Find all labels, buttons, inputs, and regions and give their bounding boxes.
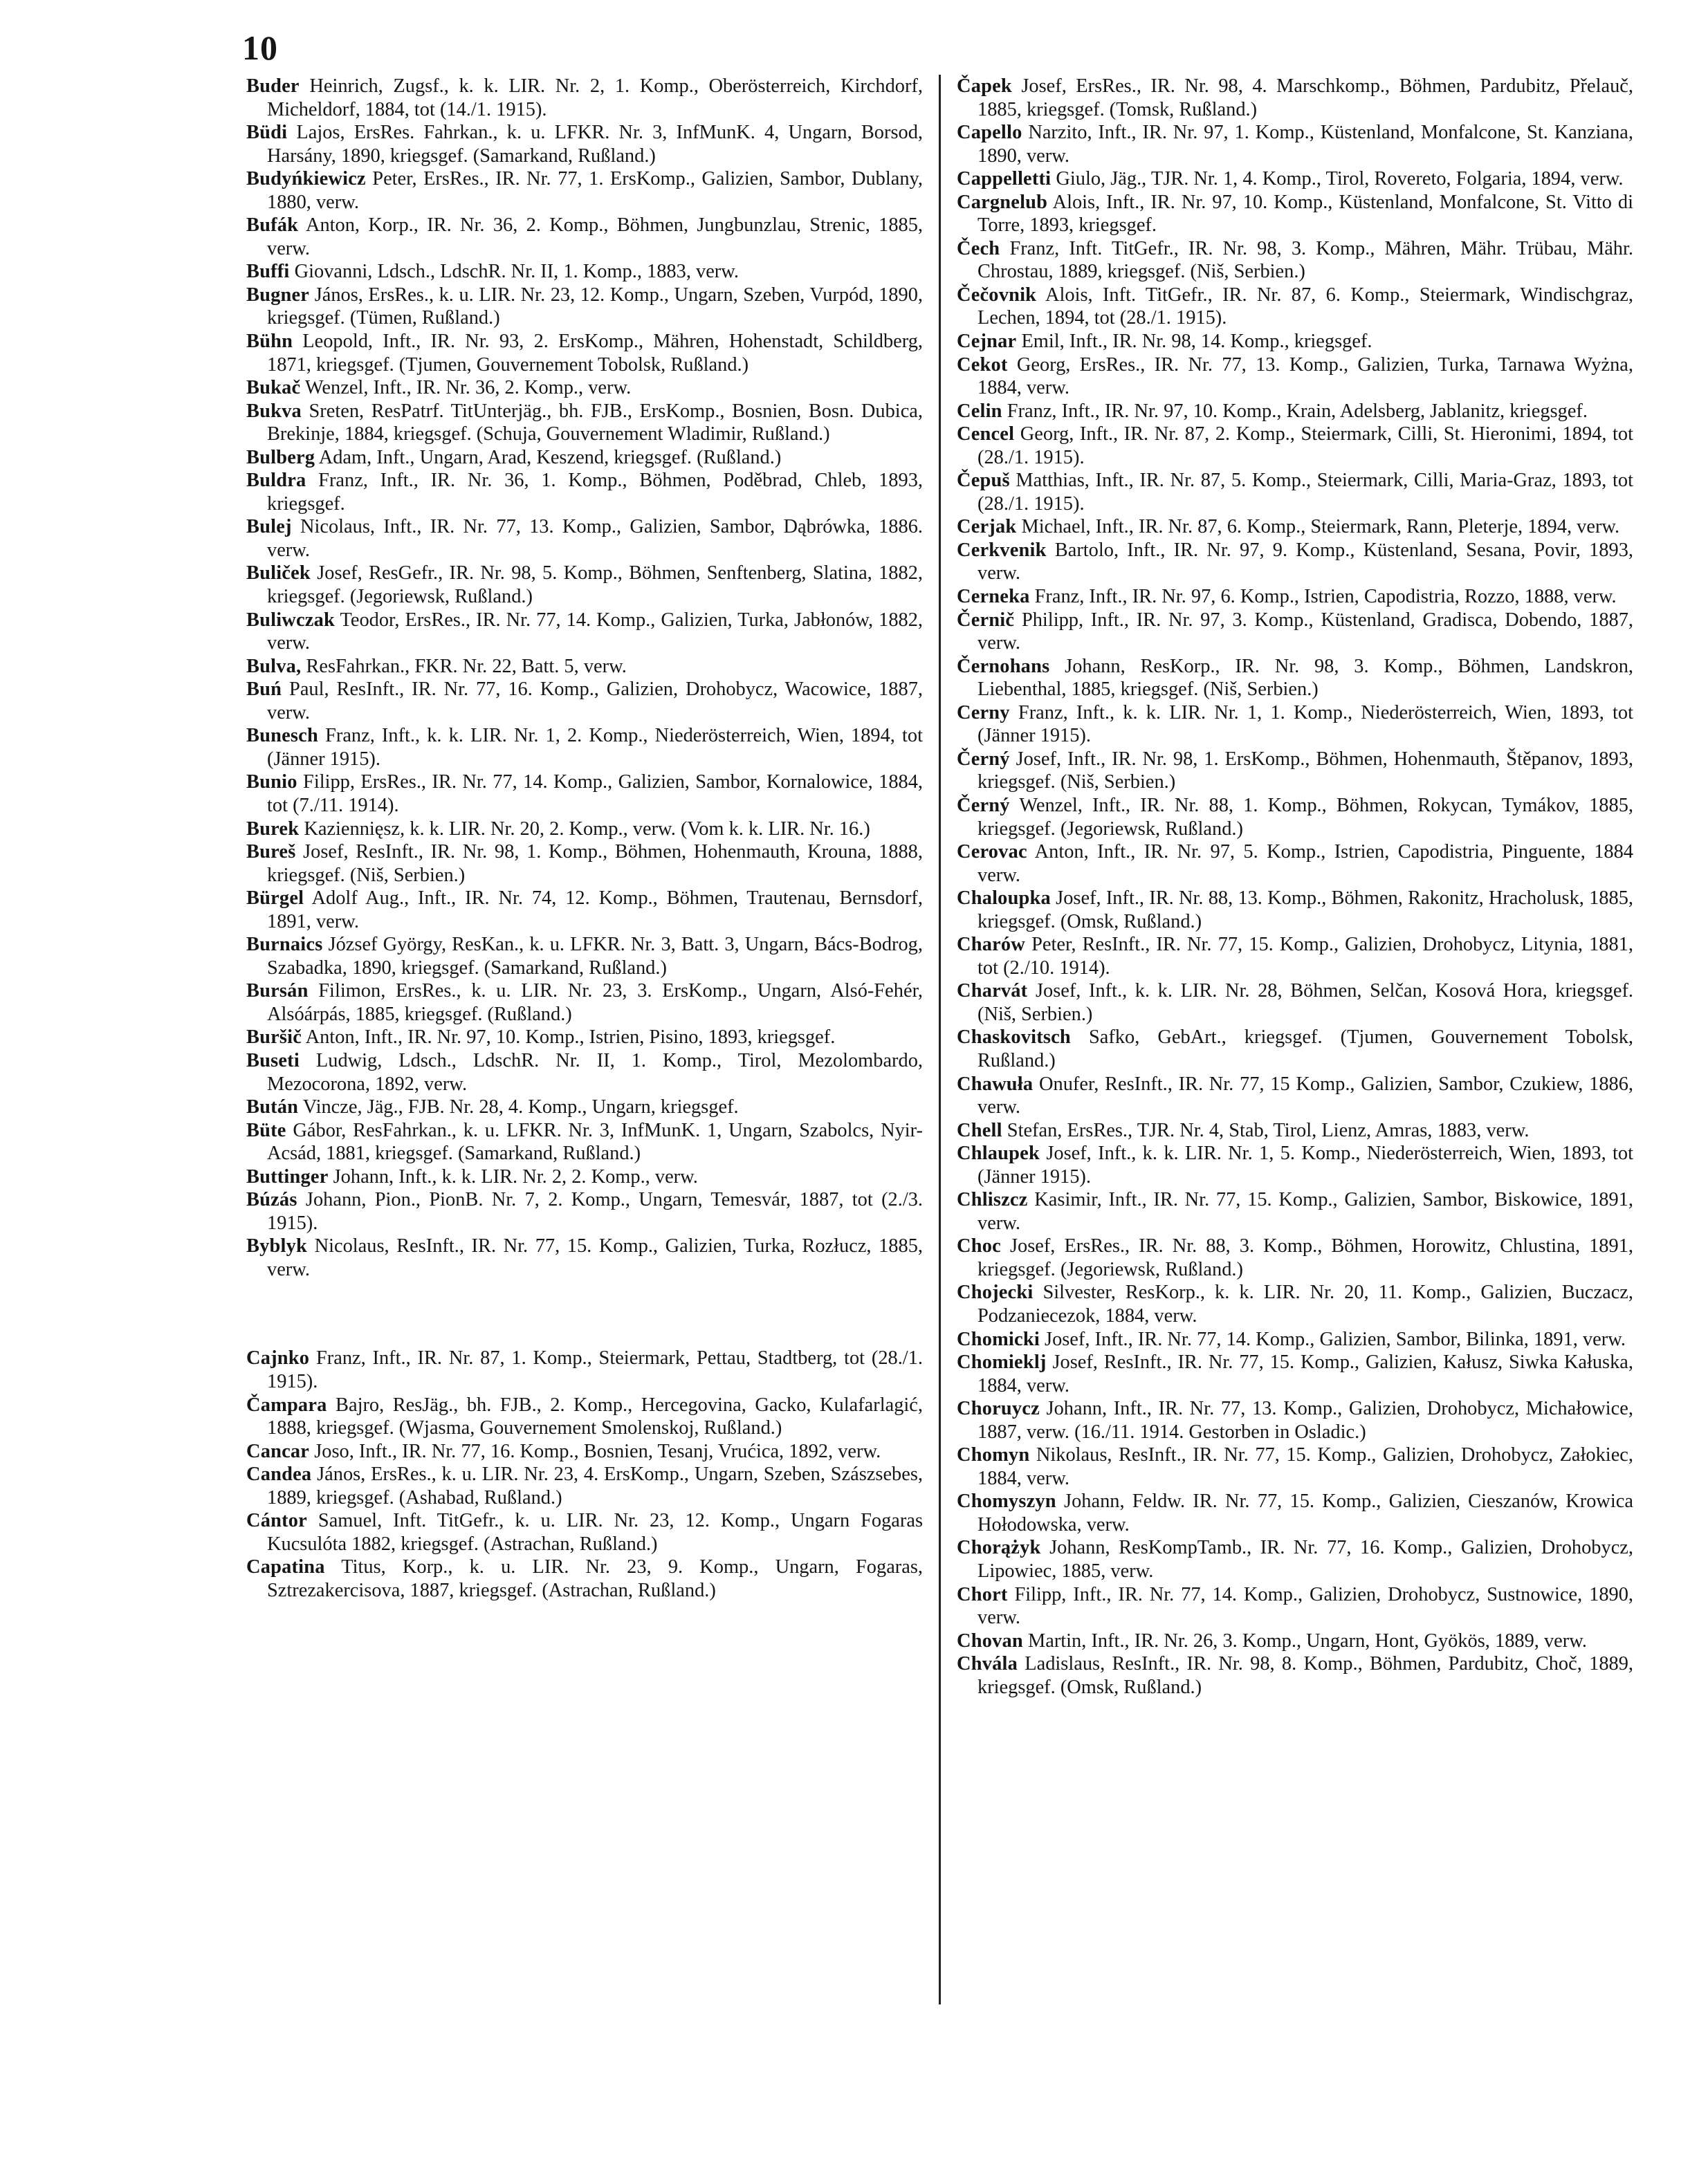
list-entry [957, 887, 1633, 933]
list-entry [246, 400, 923, 446]
entry-surname: Černý [957, 794, 1010, 816]
list-entry [957, 1119, 1633, 1143]
list-entry [957, 1536, 1633, 1583]
entry-surname: Bunio [246, 771, 297, 793]
entry-details: Ludwig, Ldsch., LdschR. Nr. II, 1. Komp., Tirol, Mezolombardo, Mezocorona, 1892, verw. [267, 1049, 923, 1095]
entry-surname: Čapek [957, 75, 1012, 97]
list-entry [246, 121, 923, 167]
list-entry [957, 701, 1633, 748]
list-entry [957, 1630, 1633, 1653]
entry-surname: Choc [957, 1235, 1001, 1257]
page-number: 10 [242, 28, 278, 67]
entry-details: József György, ResKan., k. u. LFKR. Nr. 3, Batt. 3, Ungarn, Bács-Bodrog, Szabadka, 1890, kriegsgef. (Samarkand, Rußland.) [267, 934, 923, 979]
entry-details: Titus, Korp., k. u. LIR. Nr. 23, 9. Komp., Ungarn, Fogaras, Sztrezakercisova, 1887, kriegsgef. (Astrachan, Rußland.) [267, 1556, 923, 1601]
entry-details: Wenzel, Inft., IR. Nr. 36, 2. Komp., verw. [304, 377, 632, 399]
entry-surname: Chorążyk [957, 1537, 1041, 1559]
list-entry [957, 933, 1633, 979]
entry-details: Josef, ResInft., IR. Nr. 98, 1. Komp., Böhmen, Hohenmauth, Krouna, 1888, kriegsgef. (Niš, Serbien.) [267, 841, 923, 886]
list-entry [957, 1583, 1633, 1630]
entry-surname: Chell [957, 1119, 1002, 1141]
list-entry [957, 655, 1633, 701]
list-entry [957, 979, 1633, 1026]
entry-surname: Chawuła [957, 1073, 1034, 1095]
entry-details: Johann, ResKompTamb., IR. Nr. 77, 16. Komp., Galizien, Drohobycz, Lipowiec, 1885, verw. [977, 1537, 1633, 1582]
list-entry [957, 75, 1633, 121]
entry-surname: Cántor [246, 1510, 307, 1532]
list-entry [246, 678, 923, 724]
list-entry [957, 1073, 1633, 1119]
entry-surname: Buffi [246, 261, 290, 283]
list-entry [957, 585, 1633, 609]
entry-details: Johann, Inft., k. k. LIR. Nr. 2, 2. Komp., verw. [333, 1165, 698, 1188]
entry-details: Emil, Inft., IR. Nr. 98, 14. Komp., kriegsgef. [1021, 331, 1372, 353]
list-entry [246, 818, 923, 841]
entry-surname: Cappelletti [957, 168, 1052, 190]
entry-surname: Buń [246, 679, 282, 701]
entry-surname: Cekot [957, 353, 1008, 376]
list-entry [246, 1026, 923, 1049]
list-entry [957, 1142, 1633, 1188]
entry-details: Lajos, ErsRes. Fahrkan., k. u. LFKR. Nr. 3, InfMunK. 4, Ungarn, Borsod, Harsány, 1890, kriegsgef. (Samarkand, Rußland.) [267, 122, 923, 167]
entry-details: Philipp, Inft., IR. Nr. 97, 3. Komp., Küstenland, Gradisca, Dobendo, 1887, verw. [977, 609, 1633, 654]
list-entry [957, 469, 1633, 515]
list-entry [246, 1165, 923, 1189]
list-entry [246, 1119, 923, 1165]
entry-surname: Choruycz [957, 1398, 1040, 1420]
list-entry [246, 1096, 923, 1119]
entry-details: János, ErsRes., k. u. LIR. Nr. 23, 4. ErsKomp., Ungarn, Szeben, Szászsebes, 1889, kriegsgef. (Ashabad, Rußland.) [267, 1464, 923, 1509]
entry-details: Franz, Inft., IR. Nr. 97, 10. Komp., Krain, Adelsberg, Jablanitz, kriegsgef. [1007, 400, 1588, 422]
section-gap [246, 1281, 923, 1347]
list-entry [246, 515, 923, 562]
entry-surname: Cerkvenik [957, 539, 1047, 561]
list-entry [246, 1440, 923, 1464]
entry-details: Paul, ResInft., IR. Nr. 77, 16. Komp., Galizien, Drohobycz, Wacowice, 1887, verw. [267, 679, 923, 723]
entry-surname: Buliwczak [246, 609, 335, 631]
entry-details: Bartolo, Inft., IR. Nr. 97, 9. Komp., Küstenland, Sesana, Povir, 1893, verw. [977, 539, 1633, 584]
left-column [246, 75, 923, 1602]
list-entry [957, 609, 1633, 655]
entry-details: Anton, Korp., IR. Nr. 36, 2. Komp., Böhmen, Jungbunzlau, Strenic, 1885, verw. [267, 214, 924, 259]
right-column [957, 75, 1633, 1699]
entry-details: Vincze, Jäg., FJB. Nr. 28, 4. Komp., Ungarn, kriegsgef. [302, 1096, 739, 1118]
list-entry [246, 887, 923, 933]
entry-details: Giulo, Jäg., TJR. Nr. 1, 4. Komp., Tirol, Rovereto, Folgaria, 1894, verw. [1056, 168, 1624, 190]
entry-surname: Candea [246, 1464, 312, 1486]
entry-surname: Chomieklj [957, 1352, 1047, 1374]
list-entry [246, 167, 923, 214]
entry-surname: Cerovac [957, 841, 1027, 863]
list-entry [957, 515, 1633, 539]
entry-details: Peter, ErsRes., IR. Nr. 77, 1. ErsKomp., Galizien, Sambor, Dublany, 1880, verw. [267, 168, 923, 213]
entry-surname: Chlaupek [957, 1143, 1040, 1165]
entry-surname: Cejnar [957, 331, 1017, 353]
entry-details: Matthias, Inft., IR. Nr. 87, 5. Komp., Steiermark, Cilli, Maria-Graz, 1893, tot (28./1. 1915). [977, 470, 1633, 515]
list-entry [246, 1347, 923, 1393]
entry-details: Michael, Inft., IR. Nr. 87, 6. Komp., Steiermark, Rann, Pleterje, 1894, verw. [1021, 516, 1620, 538]
list-entry [957, 1444, 1633, 1490]
list-entry [957, 1490, 1633, 1536]
column-divider [939, 75, 941, 2004]
entry-surname: Bürgel [246, 887, 304, 910]
list-entry [246, 655, 923, 679]
entry-surname: Bután [246, 1096, 299, 1118]
entry-details: Wenzel, Inft., IR. Nr. 88, 1. Komp., Böhmen, Rokycan, Tymákov, 1885, kriegsgef. (Jegoriewsk, Rußland.) [977, 794, 1633, 840]
entry-details: Josef, Inft., k. k. LIR. Nr. 28, Böhmen, Selčan, Kosová Hora, kriegsgef. (Niš, Serbien.) [977, 980, 1633, 1025]
entry-details: Martin, Inft., IR. Nr. 26, 3. Komp., Ungarn, Hont, Gyökös, 1889, verw. [1027, 1630, 1587, 1652]
list-entry [246, 260, 923, 284]
entry-surname: Büdi [246, 122, 288, 144]
entry-details: Bajro, ResJäg., bh. FJB., 2. Komp., Hercegovina, Gacko, Kulafarlagić, 1888, kriegsgef. (Wjasma, Gouvernement Smolenskoj, Rußland.) [267, 1394, 923, 1439]
entry-details: Adam, Inft., Ungarn, Arad, Keszend, kriegsgef. (Rußland.) [318, 446, 782, 468]
list-entry [246, 979, 923, 1026]
entry-surname: Buttinger [246, 1165, 329, 1188]
entry-details: Josef, ErsRes., IR. Nr. 98, 4. Marschkomp., Böhmen, Pardubitz, Přelauč, 1885, kriegsgef. (Tomsk, Rußland.) [977, 75, 1633, 120]
entry-surname: Bufák [246, 214, 299, 237]
entry-details: Onufer, ResInft., IR. Nr. 77, 15 Komp., Galizien, Sambor, Czukiew, 1886, verw. [977, 1073, 1633, 1118]
list-entry [957, 1652, 1633, 1699]
entry-details: Teodor, ErsRes., IR. Nr. 77, 14. Komp., Galizien, Turka, Jabłonów, 1882, verw. [267, 609, 923, 654]
entry-details: ResFahrkan., FKR. Nr. 22, Batt. 5, verw. [306, 655, 627, 677]
entry-details: Johann, Feldw. IR. Nr. 77, 15. Komp., Galizien, Cieszanów, Krowica Hołodowska, verw. [977, 1491, 1633, 1536]
entry-surname: Bulberg [246, 446, 315, 468]
list-entry [957, 748, 1633, 794]
entry-details: Filipp, ErsRes., IR. Nr. 77, 14. Komp., Galizien, Sambor, Kornalowice, 1884, tot (7./11. 1914). [267, 771, 923, 816]
entry-details: Gábor, ResFahrkan., k. u. LFKR. Nr. 3, InfMunK. 1, Ungarn, Szabolcs, Nyir-Acsád, 1881, kriegsgef. (Samarkand, Rußland.) [267, 1119, 923, 1165]
entry-surname: Bunesch [246, 725, 318, 747]
entry-details: Joso, Inft., IR. Nr. 77, 16. Komp., Bosnien, Tesanj, Vrućica, 1892, verw. [314, 1440, 881, 1462]
entry-details: Josef, ErsRes., IR. Nr. 88, 3. Komp., Böhmen, Horowitz, Chlustina, 1891, kriegsgef. (Jegoriewsk, Rußland.) [977, 1235, 1633, 1280]
entry-details: Josef, Inft., IR. Nr. 88, 13. Komp., Böhmen, Rakonitz, Hracholusk, 1885, kriegsgef. (Omsk, Rußland.) [977, 887, 1633, 932]
list-entry [957, 237, 1633, 284]
list-entry [957, 330, 1633, 353]
list-entry [957, 1351, 1633, 1397]
entry-details: Narzito, Inft., IR. Nr. 97, 1. Komp., Küstenland, Monfalcone, St. Kanziana, 1890, verw. [977, 122, 1633, 167]
entry-details: Josef, Inft., IR. Nr. 77, 14. Komp., Galizien, Sambor, Bilinka, 1891, verw. [1045, 1328, 1626, 1350]
list-entry [246, 1235, 923, 1281]
list-entry [957, 1235, 1633, 1281]
entry-details: Filimon, ErsRes., k. u. LIR. Nr. 23, 3. ErsKomp., Ungarn, Alsó-Fehér, Alsóárpás, 1885, kriegsgef. (Rußland.) [267, 980, 923, 1025]
entry-details: Franz, Inft. TitGefr., IR. Nr. 98, 3. Komp., Mähren, Mähr. Trübau, Mähr. Chrostau, 1889, kriegsgef. (Niš, Serbien.) [977, 237, 1633, 283]
entry-details: Silvester, ResKorp., k. k. LIR. Nr. 20, 11. Komp., Galizien, Buczacz, Podzaniecezok, 1884, verw. [977, 1282, 1633, 1327]
list-entry [246, 562, 923, 608]
entry-details: Anton, Inft., IR. Nr. 97, 10. Komp., Istrien, Pisino, 1893, kriegsgef. [305, 1026, 836, 1049]
entry-surname: Chliszcz [957, 1189, 1028, 1211]
entry-surname: Chovan [957, 1630, 1023, 1652]
entry-surname: Čech [957, 237, 1000, 259]
entry-details: Safko, GebArt., kriegsgef. (Tjumen, Gouvernement Tobolsk, Rußland.) [977, 1026, 1633, 1071]
entry-surname: Chojecki [957, 1282, 1034, 1304]
list-entry [957, 121, 1633, 167]
list-entry [246, 214, 923, 260]
entry-surname: Čečovnik [957, 284, 1037, 306]
list-entry [957, 353, 1633, 400]
entry-details: Giovanni, Ldsch., LdschR. Nr. II, 1. Komp., 1883, verw. [294, 261, 740, 283]
entry-details: Josef, ResInft., IR. Nr. 77, 15. Komp., Galizien, Kałusz, Siwka Kałuska, 1884, verw. [977, 1352, 1633, 1396]
entry-surname: Chvála [957, 1653, 1018, 1675]
entry-details: Johann, Pion., PionB. Nr. 7, 2. Komp., Ungarn, Temesvár, 1887, tot (2./3. 1915). [267, 1189, 923, 1234]
entry-surname: Cerjak [957, 516, 1017, 538]
entry-surname: Černohans [957, 655, 1050, 677]
entry-details: Nikolaus, ResInft., IR. Nr. 77, 15. Komp., Galizien, Drohobycz, Załokiec, 1884, verw. [977, 1444, 1633, 1489]
list-entry [957, 1328, 1633, 1352]
entry-surname: Búzás [246, 1189, 297, 1211]
entry-surname: Chaskovitsch [957, 1026, 1071, 1049]
entry-surname: Cerny [957, 701, 1010, 723]
list-entry [246, 724, 923, 771]
list-entry [246, 284, 923, 330]
list-entry [246, 446, 923, 470]
entry-surname: Cargnelub [957, 191, 1048, 213]
list-entry [246, 1463, 923, 1509]
entry-details: Josef, ResGefr., IR. Nr. 98, 5. Komp., Böhmen, Senftenberg, Slatina, 1882, kriegsgef. (Jegoriewsk, Rußland.) [267, 562, 923, 608]
entry-details: Adolf Aug., Inft., IR. Nr. 74, 12. Komp., Böhmen, Trautenau, Bernsdorf, 1891, verw. [267, 887, 923, 932]
list-entry [957, 1397, 1633, 1444]
entry-surname: Budyńkiewicz [246, 168, 366, 190]
list-entry [957, 794, 1633, 840]
entry-surname: Buliček [246, 562, 311, 584]
list-entry [957, 423, 1633, 469]
entry-details: Sreten, ResPatrf. TitUnterjäg., bh. FJB., ErsKomp., Bosnien, Bosn. Dubica, Brekinje, 1884, kriegsgef. (Schuja, Gouvernement Wladimir, Rußland.) [267, 400, 923, 445]
entry-details: Leopold, Inft., IR. Nr. 93, 2. ErsKomp., Mähren, Hohenstadt, Schildberg, 1871, kriegsgef. (Tjumen, Gouvernement Tobolsk, Rußland.) [267, 331, 923, 376]
list-entry [957, 1026, 1633, 1072]
list-entry [246, 771, 923, 817]
entry-surname: Chomyn [957, 1444, 1030, 1466]
entry-details: Franz, Inft., IR. Nr. 36, 1. Komp., Böhmen, Poděbrad, Chleb, 1893, kriegsgef. [267, 470, 923, 515]
entry-details: Franz, Inft., IR. Nr. 97, 6. Komp., Istrien, Capodistria, Rozzo, 1888, verw. [1034, 586, 1617, 608]
list-entry [246, 1049, 923, 1096]
entry-surname: Charvát [957, 980, 1028, 1002]
entry-surname: Cajnko [246, 1347, 310, 1370]
entry-surname: Čepuš [957, 470, 1010, 492]
entry-details: Nicolaus, ResInft., IR. Nr. 77, 15. Komp., Galizien, Turka, Rozłucz, 1885, verw. [267, 1235, 923, 1280]
entry-surname: Cerneka [957, 586, 1030, 608]
entry-details: Johann, ResKorp., IR. Nr. 98, 3. Komp., Böhmen, Landskron, Liebenthal, 1885, kriegsgef. (Niš, Serbien.) [977, 655, 1633, 701]
entry-surname: Bursán [246, 980, 309, 1002]
list-entry [246, 330, 923, 376]
entry-details: Samuel, Inft. TitGefr., k. u. LIR. Nr. 23, 12. Komp., Ungarn Fogaras Kucsulóta 1882, kriegsgef. (Astrachan, Rußland.) [267, 1510, 923, 1555]
list-entry [957, 840, 1633, 887]
list-entry [246, 609, 923, 655]
entry-surname: Bühn [246, 331, 293, 353]
list-entry [957, 539, 1633, 585]
entry-surname: Buldra [246, 470, 306, 492]
entry-surname: Chomyszyn [957, 1491, 1056, 1513]
list-entry [957, 1281, 1633, 1327]
list-entry [957, 400, 1633, 423]
entry-surname: Bukač [246, 377, 301, 399]
list-entry [246, 933, 923, 979]
entry-details: Peter, ResInft., IR. Nr. 77, 15. Komp., Galizien, Drohobycz, Litynia, 1881, tot (2./10. 1914). [977, 934, 1633, 979]
entry-surname: Charów [957, 934, 1025, 956]
list-entry [957, 167, 1633, 191]
entry-surname: Bugner [246, 284, 310, 306]
entry-surname: Černič [957, 609, 1015, 631]
entry-surname: Čampara [246, 1394, 327, 1416]
entry-surname: Burek [246, 818, 300, 840]
list-entry [246, 469, 923, 515]
entry-surname: Chaloupka [957, 887, 1051, 910]
entry-details: Georg, Inft., IR. Nr. 87, 2. Komp., Steiermark, Cilli, St. Hieronimi, 1894, tot (28./1. 1915). [977, 423, 1633, 468]
list-entry [246, 1509, 923, 1556]
entry-details: Anton, Inft., IR. Nr. 97, 5. Komp., Istrien, Capodistria, Pinguente, 1884 verw. [977, 841, 1634, 886]
entry-surname: Buseti [246, 1049, 300, 1071]
entry-surname: Buder [246, 75, 300, 97]
entry-surname: Bulej [246, 516, 292, 538]
list-entry [957, 1188, 1633, 1235]
list-entry [246, 1394, 923, 1440]
list-entry [246, 376, 923, 400]
list-entry [246, 1556, 923, 1602]
list-entry [957, 284, 1633, 330]
entry-surname: Büte [246, 1119, 286, 1141]
entry-surname: Cencel [957, 423, 1015, 445]
entry-details: Georg, ErsRes., IR. Nr. 77, 13. Komp., Galizien, Turka, Tarnawa Wyżna, 1884, verw. [977, 353, 1634, 399]
entry-surname: Cancar [246, 1440, 310, 1462]
entry-details: Stefan, ErsRes., TJR. Nr. 4, Stab, Tirol, Lienz, Amras, 1883, verw. [1007, 1119, 1530, 1141]
list-entry [246, 1188, 923, 1235]
entry-details: Heinrich, Zugsf., k. k. LIR. Nr. 2, 1. Komp., Oberösterreich, Kirchdorf, Micheldorf, 1884, tot (14./1. 1915). [267, 75, 923, 120]
entry-surname: Burnaics [246, 934, 323, 956]
entry-details: Alois, Inft., IR. Nr. 97, 10. Komp., Küstenland, Monfalcone, St. Vitto di Torre, 1893, kriegsgef. [977, 191, 1634, 237]
entry-details: Alois, Inft. TitGefr., IR. Nr. 87, 6. Komp., Steiermark, Windischgraz, Lechen, 1894, tot (28./1. 1915). [977, 284, 1633, 329]
entry-details: Kaziennięsz, k. k. LIR. Nr. 20, 2. Komp., verw. (Vom k. k. LIR. Nr. 16.) [304, 818, 870, 840]
entry-details: Kasimir, Inft., IR. Nr. 77, 15. Komp., Galizien, Sambor, Biskowice, 1891, verw. [977, 1189, 1633, 1234]
entry-surname: Capello [957, 122, 1022, 144]
entry-surname: Byblyk [246, 1235, 307, 1257]
entry-surname: Bulva, [246, 655, 302, 677]
entry-details: Josef, Inft., IR. Nr. 98, 1. ErsKomp., Böhmen, Hohenmauth, Štěpanov, 1893, kriegsgef. (Niš, Serbien.) [977, 748, 1633, 793]
entry-details: Josef, Inft., k. k. LIR. Nr. 1, 5. Komp., Niederösterreich, Wien, 1893, tot (Jänner 1915). [977, 1143, 1633, 1188]
entry-surname: Bureš [246, 841, 296, 863]
entry-details: Franz, Inft., k. k. LIR. Nr. 1, 1. Komp., Niederösterreich, Wien, 1893, tot (Jänner 1915). [977, 701, 1633, 747]
entry-details: Nicolaus, Inft., IR. Nr. 77, 13. Komp., Galizien, Sambor, Dąbrówka, 1886. verw. [267, 516, 923, 561]
list-entry [246, 75, 923, 121]
entry-surname: Bukva [246, 400, 302, 422]
entry-details: Filipp, Inft., IR. Nr. 77, 14. Komp., Galizien, Drohobycz, Sustnowice, 1890, verw. [977, 1583, 1634, 1629]
entry-surname: Chomicki [957, 1328, 1040, 1350]
entry-details: Ladislaus, ResInft., IR. Nr. 98, 8. Komp., Böhmen, Pardubitz, Choč, 1889, kriegsgef. (Omsk, Rußland.) [977, 1653, 1633, 1698]
entry-surname: Capatina [246, 1556, 325, 1578]
entry-surname: Chort [957, 1583, 1008, 1605]
entry-details: Franz, Inft., k. k. LIR. Nr. 1, 2. Komp., Niederösterreich, Wien, 1894, tot (Jänner 1915). [267, 725, 923, 770]
entry-details: Johann, Inft., IR. Nr. 77, 13. Komp., Galizien, Drohobycz, Michałowice, 1887, verw. (16./11. 1914. Gestorben in Osladic.) [977, 1398, 1633, 1443]
list-entry [957, 191, 1633, 237]
entry-surname: Černý [957, 748, 1010, 770]
entry-surname: Buršič [246, 1026, 302, 1049]
entry-details: Franz, Inft., IR. Nr. 87, 1. Komp., Steiermark, Pettau, Stadtberg, tot (28./1. 1915). [267, 1347, 923, 1392]
entry-surname: Celin [957, 400, 1002, 422]
entry-details: János, ErsRes., k. u. LIR. Nr. 23, 12. Komp., Ungarn, Szeben, Vurpód, 1890, kriegsgef. (Tümen, Rußland.) [267, 284, 923, 329]
list-entry [246, 840, 923, 887]
